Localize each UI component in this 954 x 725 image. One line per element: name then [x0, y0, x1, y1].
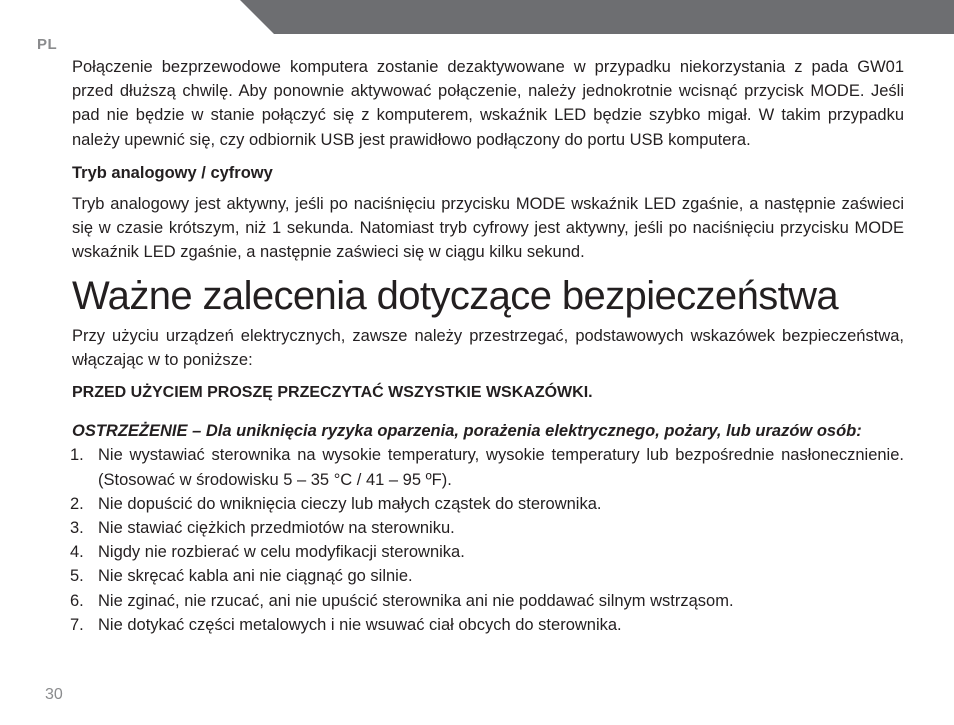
list-item-number: 1.: [70, 446, 84, 465]
paragraph-mode: Tryb analogowy jest aktywny, jeśli po naciśnięciu przycisku MODE wskaźnik LED zgaśnie, a następnie zaświeci się w czasie krótszym, niż 1 sekunda. Natomiast tryb cyfrowy jest aktywny, jeśli po naciśnięciu przycisku MODE wskaźnik LED zgaśnie, a następnie zaświeci się w ciągu kilku sekund.: [72, 195, 904, 262]
read-instructions-notice: PRZED UŻYCIEM PROSZĘ PRZECZYTAĆ WSZYSTKIE WSKAZÓWKI.: [72, 384, 593, 402]
list-item-text: Nie skręcać kabla ani nie ciągnąć go silnie.: [98, 567, 413, 586]
list-item-number: 5.: [70, 567, 84, 586]
list-item: [72, 564, 904, 588]
list-item: [72, 492, 904, 516]
list-item-text: Nie dopuścić do wniknięcia cieczy lub małych cząstek do sterownika.: [98, 494, 602, 513]
list-item-text: Nie stawiać ciężkich przedmiotów na sterowniku.: [98, 519, 455, 538]
list-item: [72, 589, 904, 613]
list-item-text: Nigdy nie rozbierać w celu modyfikacji sterownika.: [98, 543, 465, 562]
list-item-text: Nie wystawiać sterownika na wysokie temperatury, wysokie temperatury lub bezpośrednie nasłonecznienie. (Stosować w środowisku 5 – 35 °C / 41 – 95 ºF).: [98, 446, 904, 489]
list-item: [72, 540, 904, 564]
list-item-text: Nie zginać, nie rzucać, ani nie upuścić sterownika ani nie poddawać silnym wstrząsom.: [98, 591, 734, 610]
section-heading: Ważne zalecenia dotyczące bezpieczeństwa: [72, 273, 839, 318]
list-item-number: 2.: [70, 494, 84, 513]
list-item-number: 4.: [70, 543, 84, 562]
list-item-number: 7.: [70, 615, 84, 634]
list-item: [72, 613, 904, 637]
paragraph-wireless: Połączenie bezprzewodowe komputera zostanie dezaktywowane w przypadku niekorzystania z pada GW01 przed dłuższą chwilę. Aby ponownie aktywować połączenie, należy jednokrotnie wcisnąć przycisk MODE. Jeśli pad nie będzie w stanie połączyć się z komputerem, wskaźnik LED będzie szybko migał. W takim przypadku należy upewnić się, czy odbiornik USB jest prawidłowo podłączony do portu USB komputera.: [72, 58, 904, 149]
list-item-text: Nie dotykać części metalowych i nie wsuwać ciał obcych do sterownika.: [98, 615, 622, 634]
list-item: [72, 516, 904, 540]
page-number: 30: [45, 686, 63, 703]
list-item: [72, 443, 904, 491]
safety-rules-list: [72, 443, 904, 637]
list-item-number: 6.: [70, 591, 84, 610]
list-item-number: 3.: [70, 519, 84, 538]
page-content: [72, 55, 904, 637]
paragraph-intro: Przy użyciu urządzeń elektrycznych, zawsze należy przestrzegać, podstawowych wskazówek bezpieczeństwa, włączając w to poniższe:: [72, 326, 904, 369]
language-label: PL: [37, 36, 58, 53]
warning-text: OSTRZEŻENIE – Dla uniknięcia ryzyka oparzenia, porażenia elektrycznego, pożary, lub urazów osób:: [72, 422, 862, 441]
subheading-mode: Tryb analogowy / cyfrowy: [72, 163, 273, 182]
header-band: [240, 0, 954, 34]
